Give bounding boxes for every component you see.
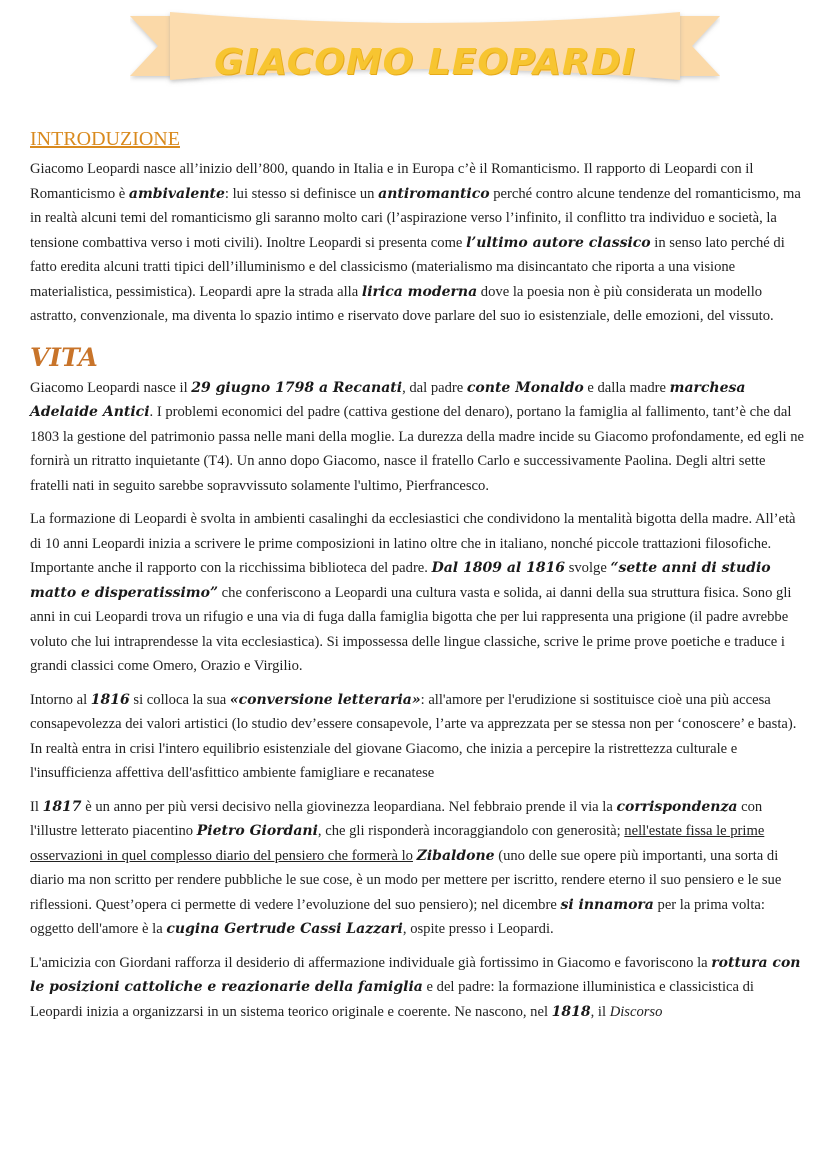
text: che conferiscono a Leopardi una cultura vasta e solida, ai danni della sua struttura fisica. Sono gli anni in cui Leopardi trova un rifugio e una via di fuga dalla famiglia bigotta che per lui rappresenta una prigione (il padre avrebbe voluto che lui intraprendesse la vita ecclesiastica). Si impossessa delle lingue classiche, scrive le prime prove poetiche e traduce i grandi classici come Omero, Orazio e Virgilio. (30, 584, 792, 674)
vita-paragraph-2 (30, 507, 808, 679)
text: per la prima volta: oggetto dell'amore è la (30, 896, 765, 937)
text: e del padre: la formazione illuministica e classicistica di Leopardi inizia a organizzarsi in un sistema teorico originale e coerente. Ne nascono, nel (30, 979, 754, 1020)
text: : lui stesso si definisce un (224, 185, 379, 202)
keyword: Pietro Giordani (196, 823, 318, 839)
text: svolge (565, 560, 611, 576)
text: Giacomo Leopardi nasce il (30, 379, 192, 396)
text: La formazione di Leopardi è svolta in ambienti casalinghi da ecclesiastici che condividono la mentalità bigotta della madre. All’età di 10 anni Leopardi inizia a scrivere le prime composizioni in latino oltre che in italiano, nonché piccole trattazioni filosofiche. Importante anche il rapporto con la ricchissima biblioteca del padre. (30, 511, 796, 576)
vita-paragraph-4 (30, 795, 808, 942)
text: : all'amore per l'erudizione si sostituisce cioè una più accesa consapevolezza dei valori artistici (lo studio dev’essere consapevole, l’arte va apprezzata per se stessa non per ‘conoscere’ e basta). In realtà entra in crisi l'intero equilibrio esistenziale del giovane Giacomo, che inizia a percepire la ristrettezza culturale e l'insufficienza affettiva dell'asfittico ambiente famigliare e recanatese (30, 691, 797, 781)
title-banner (130, 8, 720, 90)
keyword: corrispondenza (616, 798, 738, 815)
vita-paragraph-5 (30, 951, 808, 1025)
section-heading-vita: VITA (30, 342, 98, 372)
text: Il (30, 798, 43, 815)
keyword: marchesa Adelaide Antici (30, 379, 746, 420)
keyword: 1818 (551, 1003, 591, 1020)
text: si colloca la sua (129, 691, 230, 708)
keyword: «conversione letteraria» (229, 691, 421, 708)
text: (uno delle sue opere più importanti, una sorta di diario ma non scritto per rendere pubbliche le sue cose, è un modo per mettere per iscritto, rendere eterno il suo pensiero e le sue riflessioni. Quest’opera ci permette di vedere l’evoluzione del suo pensiero); nel dicembre (30, 847, 782, 913)
keyword: 1816 (90, 691, 130, 708)
keyword: rottura con le posizioni cattoliche e reazionarie della famiglia (30, 954, 801, 995)
vita-paragraph-3 (30, 688, 808, 786)
text: dove la poesia non è più considerata un modello astratto, convenzionale, ma diventa lo spazio intimo e riservato dove parlare del suo io esistenziale, delle emozioni, del vissuto. (30, 283, 774, 324)
text: , che gli risponderà incoraggiandolo con generosità; (317, 823, 625, 839)
keyword: “sette anni di studio matto e disperatissimo” (30, 560, 771, 601)
text: . I problemi economici del padre (cattiva gestione del denaro), portano la famiglia al fallimento, tant’è che dal 1803 la gestione del patrimonio passa nelle mani della moglie. La durezza della madre incide su Giacomo profondamente, ed egli ne fornirà un ritratto inquietante (T4). Un anno dopo Giacomo, nasce il fratello Carlo e successivamente Paolina. Degli altri sette fratelli nati in seguito sarebbe sopravvissuto solamente l'ultimo, Pierfrancesco. (30, 404, 805, 494)
keyword: cugina Gertrude Cassi Lazzari (166, 921, 403, 937)
underlined-text: nell'estate fissa le prime osservazioni in quel complesso diario del pensiero che formerà lo (30, 823, 765, 864)
keyword: si innamora (560, 896, 654, 913)
page-title: GIACOMO LEOPARDI (214, 42, 636, 83)
text: e dalla madre (583, 379, 670, 396)
keyword: conte Monaldo (466, 379, 584, 396)
keyword: 29 giugno 1798 a Recanati (191, 379, 403, 396)
intro-paragraph (30, 157, 808, 329)
keyword: 1817 (42, 798, 82, 815)
keyword: l’ultimo autore classico (466, 234, 651, 251)
keyword: Dal 1809 al 1816 (431, 560, 566, 576)
text: con l'illustre letterato piacentino (30, 798, 763, 839)
section-heading-introduzione: INTRODUZIONE (30, 128, 180, 150)
document-body (30, 128, 808, 1033)
text: , dal padre (402, 379, 467, 396)
italic-text: Discorso (609, 1003, 663, 1020)
keyword: lirica moderna (361, 283, 478, 300)
text: perché contro alcune tendenze del romanticismo, ma in realtà alcuni temi del romanticismo gli saranno molto cari (l’aspirazione verso l’infinito, il conflitto tra individuo e società, la tensione combattiva verso i moti civili). Inoltre Leopardi si presenta come (30, 185, 801, 251)
text: Giacomo Leopardi nasce all’inizio dell’800, quando in Italia e in Europa c’è il Romanticismo. Il rapporto di Leopardi con il Romanticismo è (30, 161, 754, 202)
vita-paragraph-1 (30, 376, 808, 499)
text: in senso lato perché di fatto eredita alcuni tratti tipici dell’illuminismo e del classicismo (materialismo ma disincantato che riporta a una visione materialistica, pessimistica). Leopardi apre la strada alla (30, 234, 785, 300)
keyword: ambivalente (128, 185, 225, 202)
keyword: Zibaldone (416, 847, 495, 864)
text: L'amicizia con Giordani rafforza il desiderio di affermazione individuale già fortissimo in Giacomo e favoriscono la (30, 954, 712, 971)
keyword: antiromantico (378, 185, 490, 202)
text: Intorno al (30, 691, 91, 708)
text: è un anno per più versi decisivo nella giovinezza leopardiana. Nel febbraio prende il via la (81, 798, 617, 815)
text: , il (590, 1003, 610, 1020)
text: , ospite presso i Leopardi. (402, 921, 554, 937)
